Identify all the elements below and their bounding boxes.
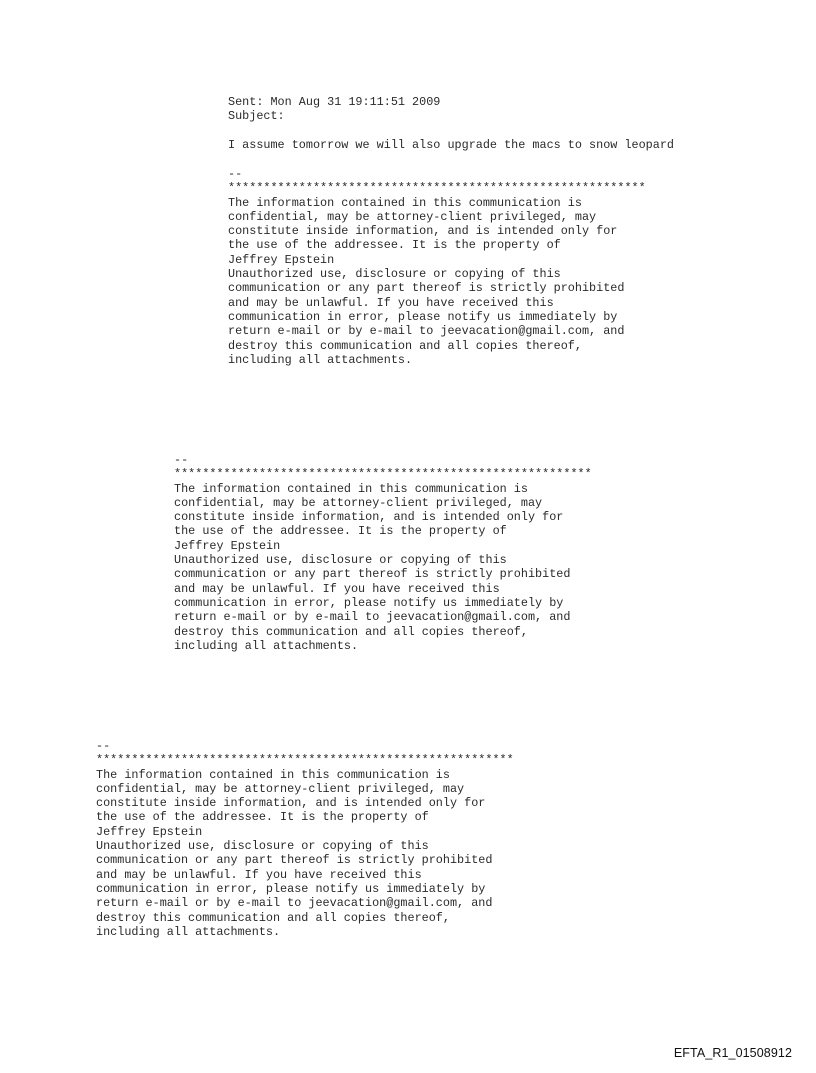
footer-line: communication or any part thereof is strictly prohibited <box>174 567 571 582</box>
footer-dash: -- <box>96 739 111 753</box>
footer-line: confidential, may be attorney-client privileged, may <box>174 495 543 510</box>
confidentiality-footer-3 <box>96 739 514 939</box>
footer-line: the use of the addressee. It is the property of <box>174 524 507 539</box>
footer-line: the use of the addressee. It is the property of <box>96 810 429 825</box>
footer-line: The information contained in this communication is <box>228 195 582 210</box>
footer-stars: *********************************************************** <box>96 753 514 768</box>
confidentiality-footer-1 <box>228 167 646 367</box>
footer-line: destroy this communication and all copies thereof, <box>174 624 528 639</box>
footer-line: communication in error, please notify us immediately by <box>96 881 486 896</box>
footer-line: destroy this communication and all copies thereof, <box>96 910 450 925</box>
body-line: I assume tomorrow we will also upgrade the macs to snow leopard <box>228 138 674 152</box>
footer-line: return e-mail or by e-mail to jeevacation@gmail.com, and <box>174 610 571 625</box>
footer-line: confidential, may be attorney-client privileged, may <box>96 781 465 796</box>
footer-line: communication in error, please notify us immediately by <box>174 595 564 610</box>
footer-line: Unauthorized use, disclosure or copying of this <box>228 267 561 282</box>
footer-line: Unauthorized use, disclosure or copying of this <box>174 553 507 568</box>
footer-line: confidential, may be attorney-client privileged, may <box>228 209 597 224</box>
footer-dash: -- <box>228 167 243 181</box>
footer-line: the use of the addressee. It is the property of <box>228 238 561 253</box>
email-header <box>228 95 440 124</box>
email-body <box>228 138 674 152</box>
footer-line: Unauthorized use, disclosure or copying of this <box>96 839 429 854</box>
footer-line: communication or any part thereof is strictly prohibited <box>228 281 625 296</box>
footer-line: and may be unlawful. If you have received this <box>174 581 500 596</box>
footer-line: Jeffrey Epstein <box>174 538 281 553</box>
footer-line: and may be unlawful. If you have received this <box>228 295 554 310</box>
document-id: EFTA_R1_01508912 <box>673 1046 792 1060</box>
footer-line: constitute inside information, and is intended only for <box>174 510 564 525</box>
footer-line: return e-mail or by e-mail to jeevacation@gmail.com, and <box>228 324 625 339</box>
footer-line: constitute inside information, and is intended only for <box>228 224 618 239</box>
footer-line: The information contained in this communication is <box>96 767 450 782</box>
footer-line: Jeffrey Epstein <box>96 824 203 839</box>
footer-line: destroy this communication and all copies thereof, <box>228 338 582 353</box>
footer-line: including all attachments. <box>228 352 413 367</box>
footer-line: communication or any part thereof is strictly prohibited <box>96 853 493 868</box>
footer-line: including all attachments. <box>174 638 359 653</box>
subject-line: Subject: <box>228 109 285 124</box>
confidentiality-footer-2 <box>174 453 592 653</box>
footer-line: constitute inside information, and is intended only for <box>96 796 486 811</box>
footer-stars: *********************************************************** <box>174 467 592 482</box>
footer-line: return e-mail or by e-mail to jeevacation@gmail.com, and <box>96 896 493 911</box>
footer-line: and may be unlawful. If you have received this <box>96 867 422 882</box>
footer-line: Jeffrey Epstein <box>228 252 335 267</box>
footer-line: including all attachments. <box>96 924 281 939</box>
footer-line: The information contained in this communication is <box>174 481 528 496</box>
footer-dash: -- <box>174 453 189 467</box>
footer-stars: *********************************************************** <box>228 181 646 196</box>
sent-line: Sent: Mon Aug 31 19:11:51 2009 <box>228 95 441 109</box>
footer-line: communication in error, please notify us immediately by <box>228 309 618 324</box>
